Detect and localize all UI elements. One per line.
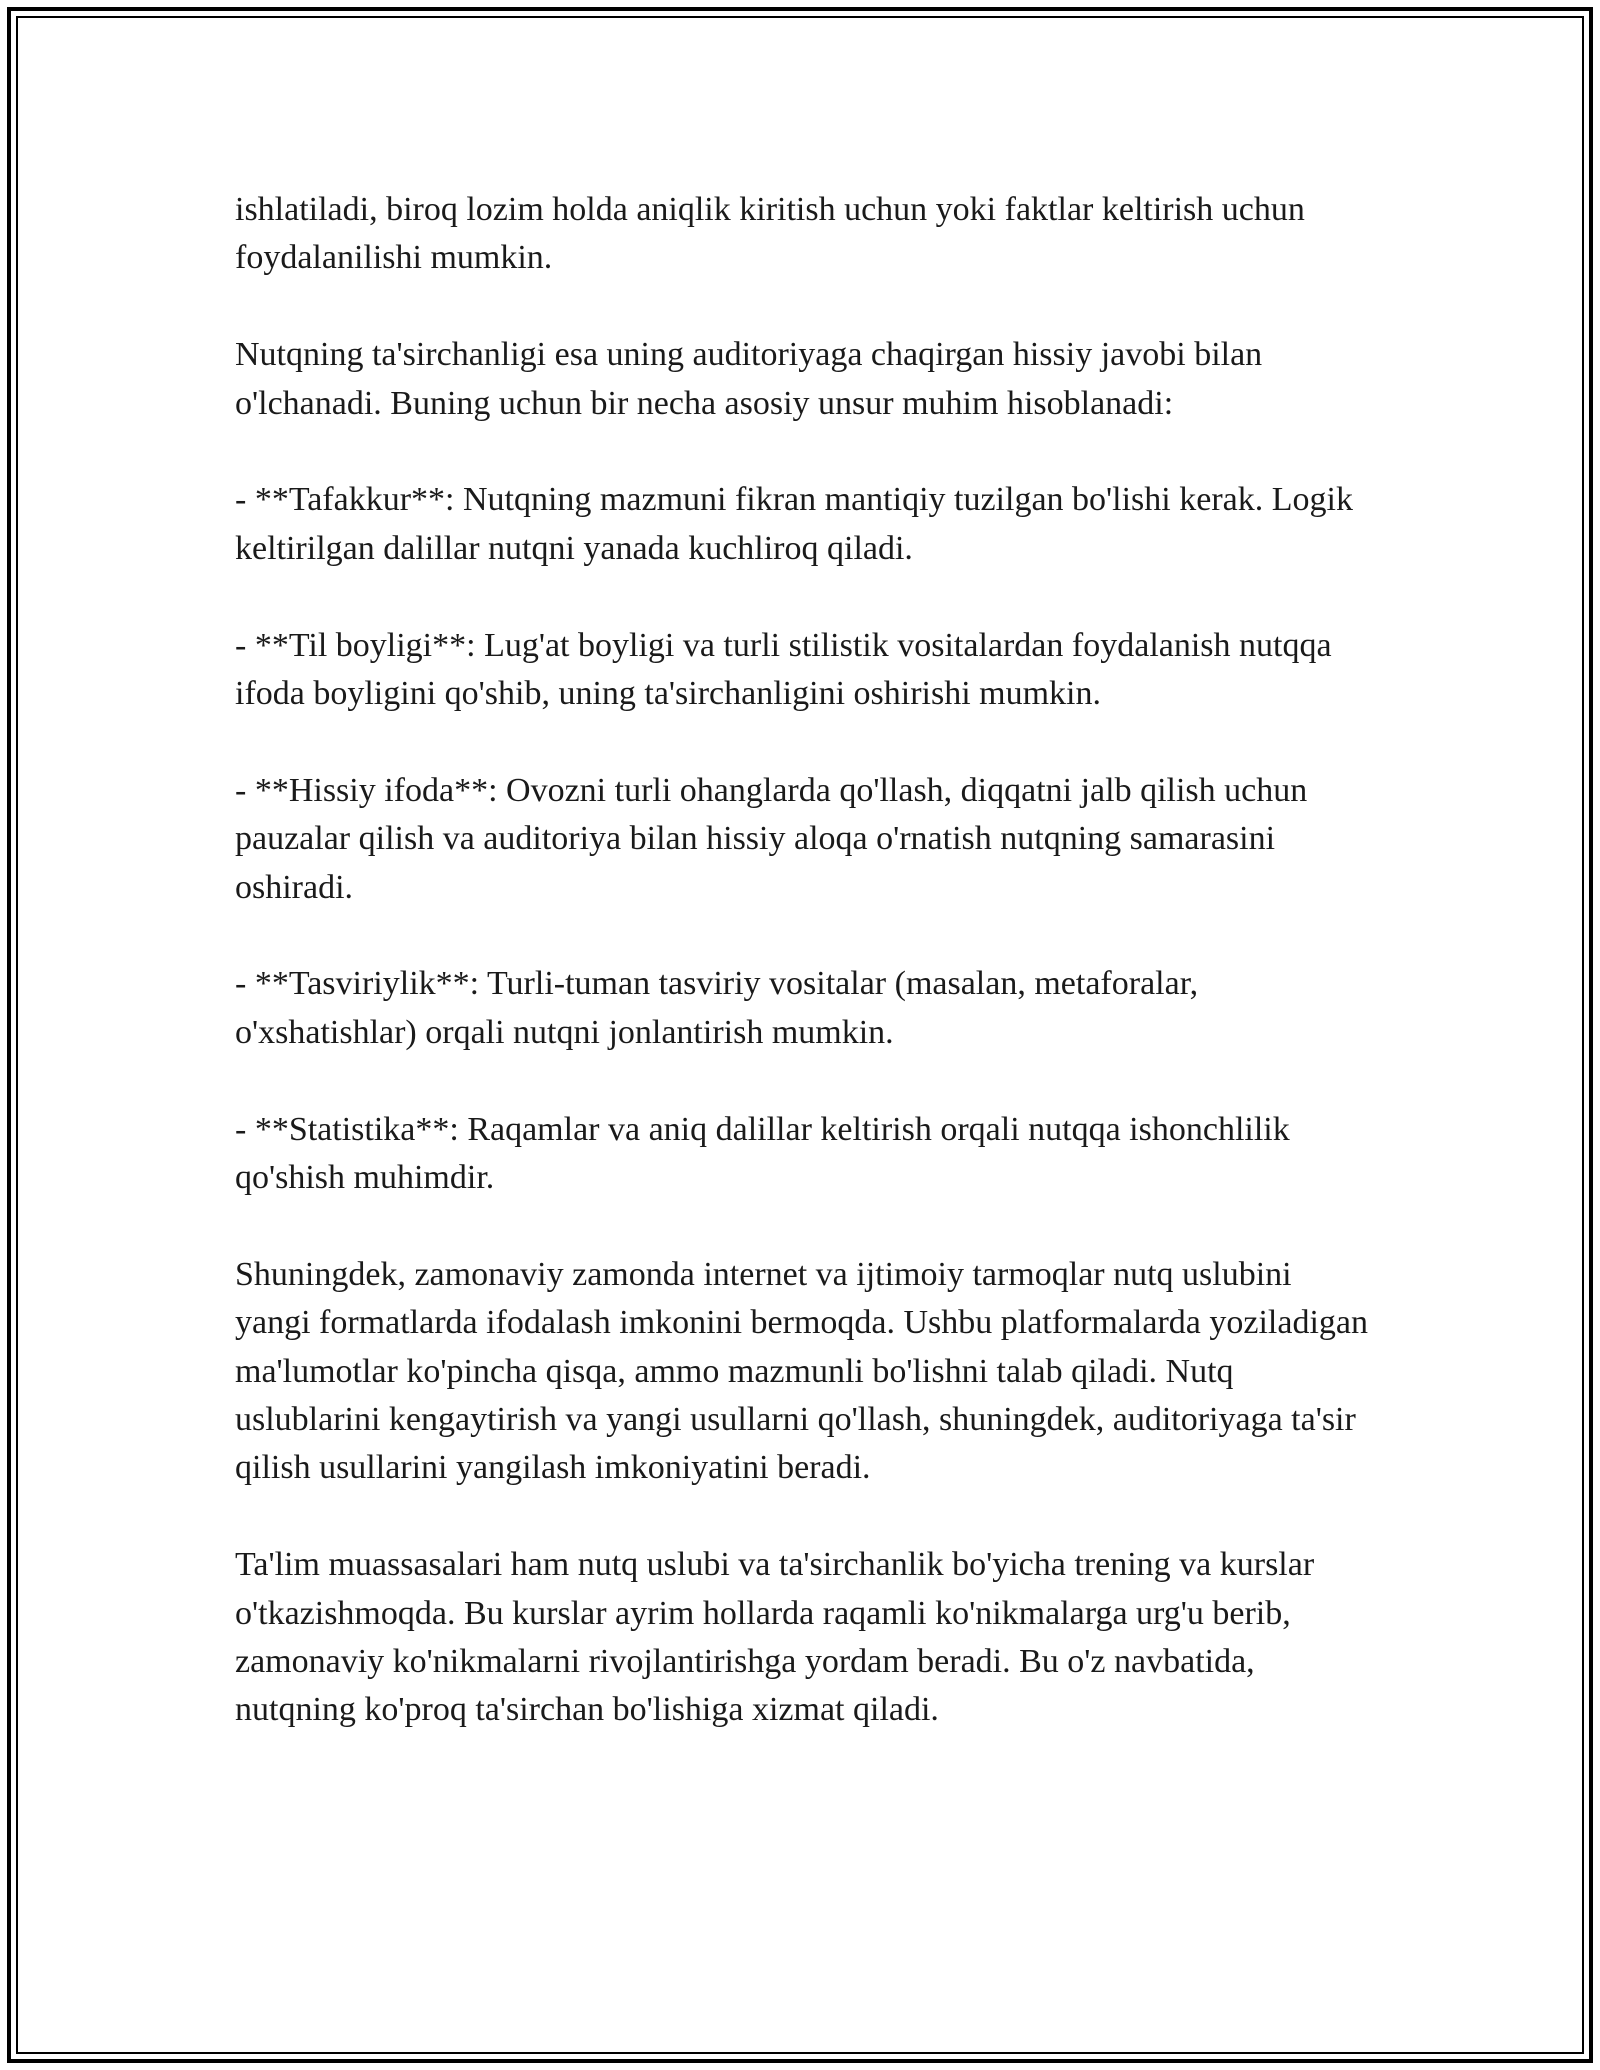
list-item-tafakkur: - **Tafakkur**: Nutqning mazmuni fikran mantiqiy tuzilgan bo'lishi kerak. Logik keltirilgan dalillar nutqni yanada kuchliroq qiladi.	[235, 481, 1353, 567]
document-body	[235, 186, 1375, 1783]
list-item-statistika: - **Statistika**: Raqamlar va aniq dalillar keltirish orqali nutqqa ishonchlilik qo'shish muhimdir.	[235, 1110, 1290, 1197]
list-item-tasviriylik: - **Tasviriylik**: Turli-tuman tasviriy vositalar (masalan, metaforalar, o'xshatishlar) orqali nutqni jonlantirish mumkin.	[235, 965, 1199, 1051]
paragraph-internet: Shuningdek, zamonaviy zamonda internet va ijtimoiy tarmoqlar nutq uslubini yangi formatlarda ifodalash imkonini bermoqda. Ushbu platformalarda yoziladigan ma'lumotlar ko'pincha qisqa, ammo mazmunli bo'lishni talab qiladi. Nutq uslublarini kengaytirish va yangi usullarni qo'llash, shuningdek, auditoriyaga ta'sir qilish usullarini yangilash imkoniyatini beradi.	[235, 1255, 1368, 1487]
list-item-hissiy-ifoda: - **Hissiy ifoda**: Ovozni turli ohanglarda qo'llash, diqqatni jalb qilish uchun pauzalar qilish va auditoriya bilan hissiy aloqa o'rnatish nutqning samarasini oshiradi.	[235, 771, 1308, 906]
paragraph-intro-continuation: ishlatiladi, biroq lozim holda aniqlik kiritish uchun yoki faktlar keltirish uchun foydalanilishi mumkin.	[235, 191, 1305, 277]
paragraph-effectiveness: Nutqning ta'sirchanligi esa uning auditoriyaga chaqirgan hissiy javobi bilan o'lchanadi. Buning uchun bir necha asosiy unsur muhim hisoblanadi:	[235, 336, 1263, 422]
paragraph-education: Ta'lim muassasalari ham nutq uslubi va ta'sirchanlik bo'yicha trening va kurslar o'tkazishmoqda. Bu kurslar ayrim hollarda raqamli ko'nikmalarga urg'u berib, zamonaviy ko'nikmalarni rivojlantirishga yordam beradi. Bu o'z navbatida, nutqning ko'proq ta'sirchan bo'lishiga xizmat qiladi.	[235, 1546, 1315, 1729]
list-item-til-boyligi: - **Til boyligi**: Lug'at boyligi va turli stilistik vositalardan foydalanish nutqqa ifoda boyligini qo'shib, uning ta'sirchanligini oshirishi mumkin.	[235, 626, 1332, 713]
